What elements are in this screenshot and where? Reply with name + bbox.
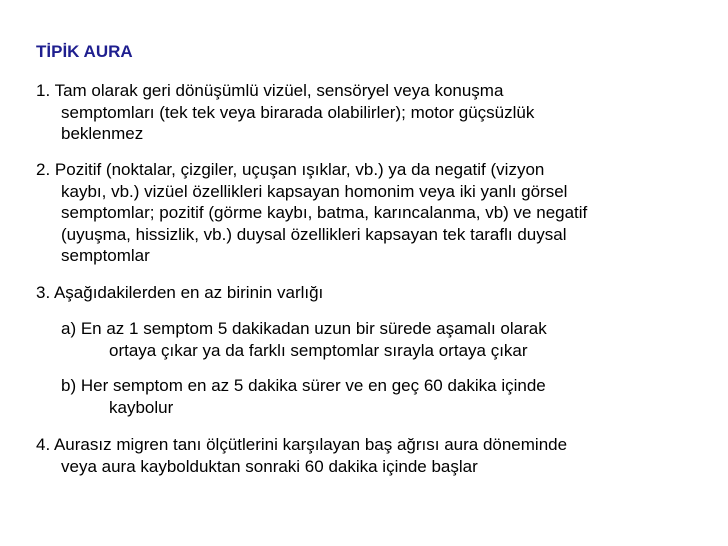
criterion-2-line-3: semptomlar; pozitif (görme kaybı, batma, karıncalanma, vb) ve negatif bbox=[61, 203, 588, 223]
criterion-1-line-3: beklenmez bbox=[61, 124, 144, 144]
criterion-1-line-2: semptomları (tek tek veya birarada olabilirler); motor güçsüzlük bbox=[61, 102, 535, 122]
criterion-3a bbox=[36, 318, 716, 361]
criterion-3a-line-2: ortaya çıkar ya da farklı semptomlar sırayla ortaya çıkar bbox=[109, 340, 528, 360]
criterion-3 bbox=[36, 282, 716, 304]
criterion-3b bbox=[36, 375, 716, 418]
criterion-3b-line-2: kaybolur bbox=[109, 397, 174, 417]
criterion-2-line-1: 2. Pozitif (noktalar, çizgiler, uçuşan ışıklar, vb.) ya da negatif (vizyon bbox=[36, 160, 545, 179]
criterion-3a-line-1: a) En az 1 semptom 5 dakikadan uzun bir sürede aşamalı olarak bbox=[61, 319, 547, 338]
criterion-2-line-5: semptomlar bbox=[61, 246, 150, 266]
criterion-2-line-2: kaybı, vb.) vizüel özellikleri kapsayan homonim veya iki yanlı görsel bbox=[61, 181, 568, 201]
criterion-1-line-1: 1. Tam olarak geri dönüşümlü vizüel, sensöryel veya konuşma bbox=[36, 81, 504, 100]
criterion-4 bbox=[36, 434, 716, 477]
criterion-4-line-1: 4. Aurasız migren tanı ölçütlerini karşılayan baş ağrısı aura döneminde bbox=[36, 435, 568, 454]
slide-title: TİPİK AURA bbox=[36, 42, 133, 61]
criterion-3-line-1: 3. Aşağıdakilerden en az birinin varlığı bbox=[36, 283, 324, 302]
criterion-3b-line-1: b) Her semptom en az 5 dakika sürer ve en geç 60 dakika içinde bbox=[61, 376, 546, 395]
criterion-2 bbox=[36, 159, 716, 267]
criterion-2-line-4: (uyuşma, hissizlik, vb.) duysal özellikleri kapsayan tek taraflı duysal bbox=[61, 224, 567, 244]
criterion-4-line-2: veya aura kaybolduktan sonraki 60 dakika içinde başlar bbox=[61, 456, 478, 476]
criterion-1 bbox=[36, 80, 716, 145]
